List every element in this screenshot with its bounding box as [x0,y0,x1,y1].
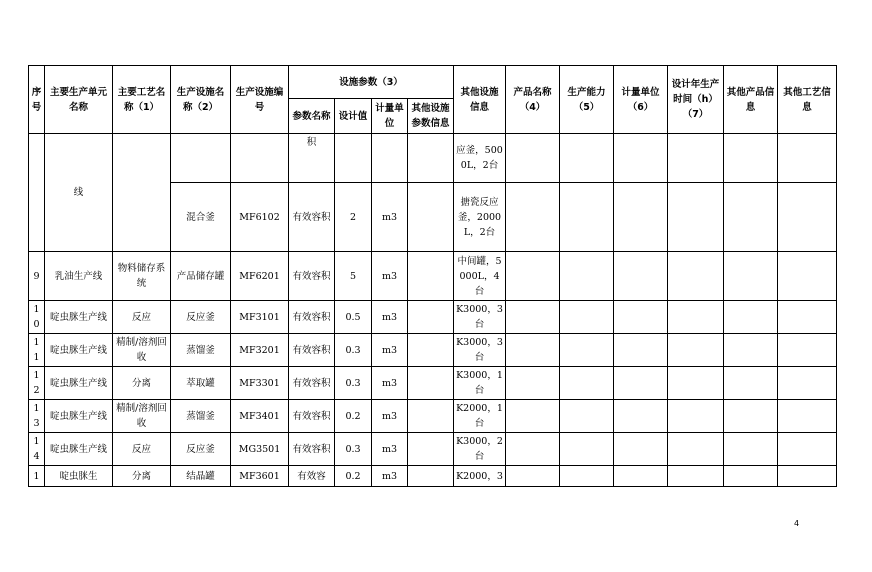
header-capacity: 生产能力（5） [560,66,614,134]
header-design-hours: 设计年生产时间（h）（7） [668,66,724,134]
seq-cell: 12 [29,367,45,400]
seq-cell: 9 [29,252,45,301]
seq-cell: 13 [29,400,45,433]
facility-name-cell: 蒸馏釜 [171,334,231,367]
design-hours-cell [668,134,724,183]
other-process-info-cell [778,252,837,301]
facility-code-cell: MF3201 [231,334,289,367]
other-facility-info-cell: K3000，1台 [454,367,506,400]
other-product-info-cell [724,466,778,487]
unit-cell: 啶虫脒生产线 [45,367,113,400]
param-name-cell: 有效容积 [289,334,335,367]
product-name-cell [506,466,560,487]
product-name-cell [506,400,560,433]
header-capacity-unit: 计量单位（6） [614,66,668,134]
capacity-cell [560,301,614,334]
unit-cell: 啶虫脒生产线 [45,301,113,334]
param-name-cell: 有效容积 [289,183,335,252]
param-name-cell: 有效容积 [289,433,335,466]
facility-name-cell: 产品储存罐 [171,252,231,301]
design-hours-cell [668,334,724,367]
facility-code-cell: MF6102 [231,183,289,252]
facility-name-cell: 反应釜 [171,301,231,334]
other-facility-info-cell: 中间罐，5000L，4台 [454,252,506,301]
facility-code-cell: MF3101 [231,301,289,334]
other-product-info-cell [724,334,778,367]
other-process-info-cell [778,134,837,183]
other-product-info-cell [724,134,778,183]
measure-unit-cell: m3 [372,400,408,433]
capacity-unit-cell [614,466,668,487]
process-cell: 反应 [113,433,171,466]
unit-cell: 线 [45,134,113,252]
product-name-cell [506,301,560,334]
capacity-unit-cell [614,433,668,466]
design-value-cell: 2 [335,183,372,252]
facility-name-cell: 萃取罐 [171,367,231,400]
measure-unit-cell: m3 [372,301,408,334]
measure-unit-cell: m3 [372,367,408,400]
capacity-cell [560,334,614,367]
other-facility-info-cell: K3000，3台 [454,301,506,334]
other-facility-info-cell: K3000，3台 [454,334,506,367]
other-product-info-cell [724,252,778,301]
other-product-info-cell [724,400,778,433]
table-row [29,252,837,301]
facility-name-cell [171,134,231,183]
header-facility-code: 生产设施编号 [231,66,289,134]
process-cell: 分离 [113,367,171,400]
param-name-cell: 有效容积 [289,400,335,433]
other-param-info-cell [408,252,454,301]
other-param-info-cell [408,466,454,487]
header-measure-unit: 计量单位 [372,99,408,134]
seq-cell: 1 [29,466,45,487]
other-facility-info-cell: 搪瓷反应釜，2000L，2台 [454,183,506,252]
capacity-unit-cell [614,334,668,367]
product-name-cell [506,134,560,183]
process-cell: 精制/溶剂回收 [113,334,171,367]
other-process-info-cell [778,301,837,334]
design-hours-cell [668,183,724,252]
facility-name-cell: 结晶罐 [171,466,231,487]
table-row [29,134,837,183]
facility-name-cell: 反应釜 [171,433,231,466]
facility-code-cell: MF3401 [231,400,289,433]
facility-name-cell: 混合釜 [171,183,231,252]
table-row [29,400,837,433]
header-process: 主要工艺名称（1） [113,66,171,134]
seq-cell: 10 [29,301,45,334]
seq-cell: 11 [29,334,45,367]
param-name-cell: 有效容 [289,466,335,487]
other-param-info-cell [408,301,454,334]
capacity-unit-cell [614,252,668,301]
param-name-cell: 有效容积 [289,252,335,301]
capacity-unit-cell [614,367,668,400]
facility-table [28,65,837,487]
capacity-cell [560,134,614,183]
measure-unit-cell: m3 [372,252,408,301]
unit-cell: 啶虫脒生产线 [45,334,113,367]
process-cell [113,134,171,252]
capacity-cell [560,433,614,466]
product-name-cell [506,252,560,301]
other-facility-info-cell: 应釜，5000L，2台 [454,134,506,183]
other-product-info-cell [724,301,778,334]
other-facility-info-cell: K2000，3 [454,466,506,487]
other-param-info-cell [408,433,454,466]
product-name-cell [506,183,560,252]
design-hours-cell [668,433,724,466]
unit-cell: 啶虫脒生产线 [45,433,113,466]
product-name-cell [506,334,560,367]
other-product-info-cell [724,183,778,252]
measure-unit-cell [372,134,408,183]
capacity-cell [560,466,614,487]
header-product-name: 产品名称（4） [506,66,560,134]
header-facility-name: 生产设施名称（2） [171,66,231,134]
other-product-info-cell [724,433,778,466]
header-unit: 主要生产单元名称 [45,66,113,134]
design-value-cell: 0.3 [335,367,372,400]
process-cell: 物料储存系统 [113,252,171,301]
facility-code-cell: MF6201 [231,252,289,301]
table-row [29,433,837,466]
seq-cell: 14 [29,433,45,466]
param-name-cell: 有效容积 [289,301,335,334]
other-facility-info-cell: K2000，1台 [454,400,506,433]
facility-code-cell [231,134,289,183]
other-process-info-cell [778,433,837,466]
capacity-cell [560,252,614,301]
other-facility-info-cell: K3000，2台 [454,433,506,466]
design-value-cell: 0.5 [335,301,372,334]
capacity-unit-cell [614,400,668,433]
process-cell: 分离 [113,466,171,487]
seq-cell [29,134,45,252]
design-hours-cell [668,252,724,301]
page-number: 4 [794,519,800,528]
header-other-product-info: 其他产品信息 [724,66,778,134]
header-other-facility-info: 其他设施信息 [454,66,506,134]
header-other-process-info: 其他工艺信息 [778,66,837,134]
capacity-cell [560,183,614,252]
capacity-unit-cell [614,183,668,252]
param-name-cell: 积 [289,134,335,183]
capacity-unit-cell [614,134,668,183]
capacity-cell [560,400,614,433]
measure-unit-cell: m3 [372,183,408,252]
product-name-cell [506,433,560,466]
table-row [29,367,837,400]
table-row [29,466,837,487]
design-value-cell: 5 [335,252,372,301]
other-param-info-cell [408,400,454,433]
other-process-info-cell [778,367,837,400]
design-hours-cell [668,466,724,487]
unit-cell: 啶虫脒生产线 [45,400,113,433]
design-value-cell: 0.3 [335,433,372,466]
unit-cell: 啶虫脒生 [45,466,113,487]
other-param-info-cell [408,134,454,183]
header-seq: 序号 [29,66,45,134]
other-process-info-cell [778,400,837,433]
measure-unit-cell: m3 [372,466,408,487]
other-product-info-cell [724,367,778,400]
other-process-info-cell [778,466,837,487]
capacity-cell [560,367,614,400]
facility-code-cell: MF3601 [231,466,289,487]
facility-code-cell: MG3501 [231,433,289,466]
other-param-info-cell [408,183,454,252]
facility-name-cell: 蒸馏釜 [171,400,231,433]
process-cell: 精制/溶剂回收 [113,400,171,433]
other-param-info-cell [408,334,454,367]
header-param-name: 参数名称 [289,99,335,134]
table-row [29,334,837,367]
measure-unit-cell: m3 [372,334,408,367]
measure-unit-cell: m3 [372,433,408,466]
design-value-cell: 0.2 [335,466,372,487]
other-process-info-cell [778,334,837,367]
unit-cell: 乳油生产线 [45,252,113,301]
product-name-cell [506,367,560,400]
facility-code-cell: MF3301 [231,367,289,400]
param-name-cell: 有效容积 [289,367,335,400]
design-hours-cell [668,301,724,334]
other-param-info-cell [408,367,454,400]
design-hours-cell [668,367,724,400]
design-value-cell [335,134,372,183]
capacity-unit-cell [614,301,668,334]
process-cell: 反应 [113,301,171,334]
table-row [29,301,837,334]
design-value-cell: 0.2 [335,400,372,433]
header-other-param-info: 其他设施参数信息 [408,99,454,134]
other-process-info-cell [778,183,837,252]
header-params-group: 设施参数（3） [289,66,454,99]
header-design-value: 设计值 [335,99,372,134]
design-value-cell: 0.3 [335,334,372,367]
design-hours-cell [668,400,724,433]
